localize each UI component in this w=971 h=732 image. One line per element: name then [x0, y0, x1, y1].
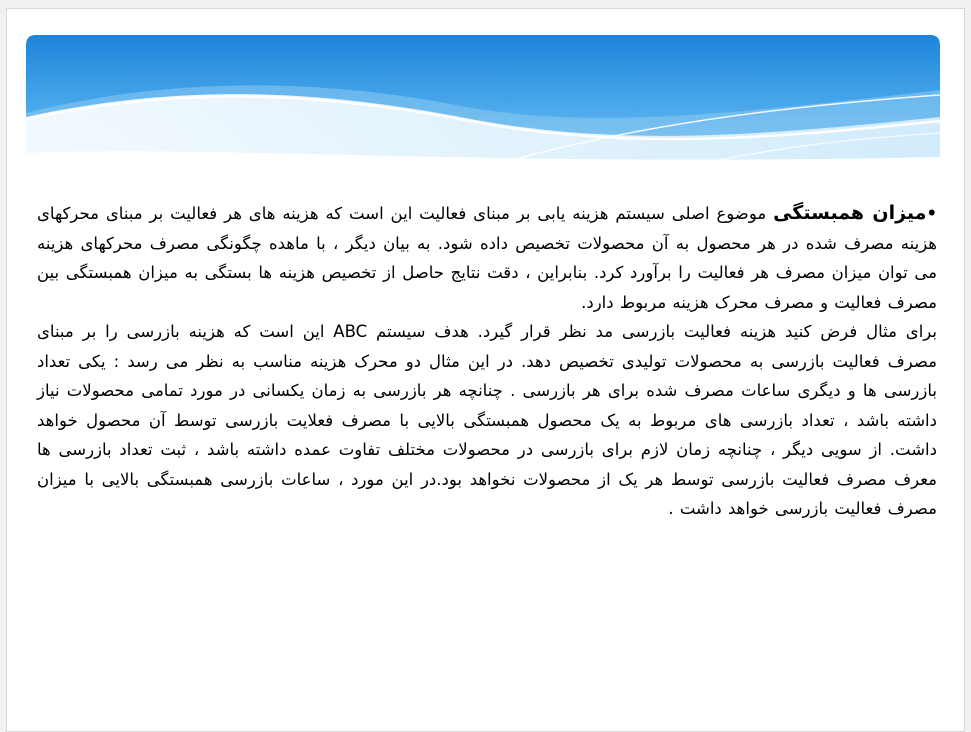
bullet-marker: • [926, 204, 937, 223]
paragraph-1-text: موضوع اصلی سیستم هزینه یابی بر مبنای فعالیت این است که هزینه های هر فعالیت بر مبنای محرکهای هزینه مصرف شده در هر محصول به آن محصولات تخصیص داده شود. به بیان دیگر ، با ماهده چگونگی مصرف محرکهای هزینه می توان میزان مصرف هر فعالیت را برآورد کرد. بنابراین ، دقت نتایج حاصل از تخصیص هزینه ها بستگی به میزان همبستگی بین مصرف فعالیت و مصرف محرک هزینه مربوط دارد. [37, 204, 937, 312]
paragraph-correlation [37, 199, 937, 317]
header-wave-banner [26, 35, 940, 195]
wave-graphic [26, 35, 940, 195]
paragraph-example: برای مثال فرض کنید هزینه فعالیت بازرسی مد نظر قرار گیرد. هدف سیستم ABC این است که هزینه بازرسی را بر مبنای مصرف فعالیت بازرسی به محصولات تولیدی تخصیص دهد. در این مثال دو محرک هزینه مناسب به نظر می رسد : یکی تعداد بازرسی ها و دیگری ساعات مصرف شده برای هر بازرسی . چنانچه هر بازرسی به زمان یکسانی در مورد تمامی محصولات نیاز داشته باشد ، تعداد بازرسی های مربوط به یک محصول همبستگی بالایی با مصرف فعلایت بازرسی توسط آن محصول خواهد داشت. از سویی دیگر ، چنانچه زمان لازم برای بازرسی در محصولات مختلف تفاوت عمده داشته باشد ، ثبت تعداد بازرسی ها معرف مصرف فعالیت بازرسی توسط هر یک از محصولات نخواهد بود.در این مورد ، ساعات بازرسی همبستگی بالایی با میزان مصرف فعالیت بازرسی خواهد داشت . [37, 322, 937, 518]
heading-correlation: میزان همبستگی [773, 202, 927, 224]
slide [6, 8, 965, 732]
slide-body-text [37, 199, 937, 524]
